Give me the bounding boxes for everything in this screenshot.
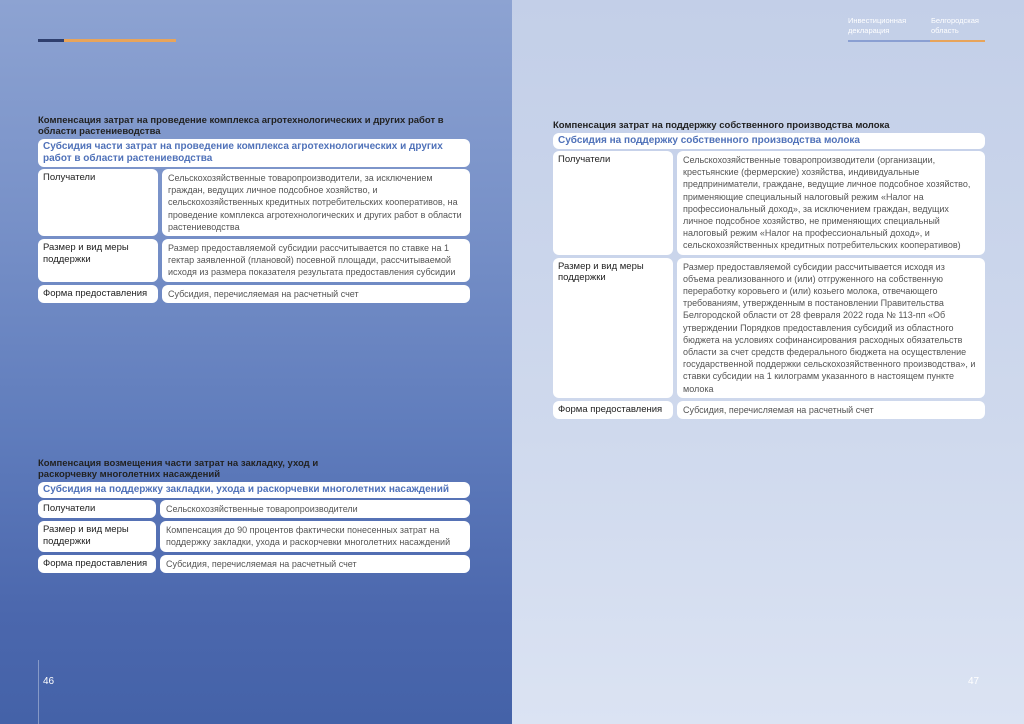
row-label-form: Форма предоставления xyxy=(38,555,156,573)
section-title: Компенсация затрат на поддержку собственного производства молока xyxy=(553,120,890,131)
section-subtitle: Субсидия части затрат на проведение комплекса агротехнологических и других работ в области растениеводства xyxy=(38,139,470,167)
row-label-recipients: Получатели xyxy=(38,500,156,518)
table-row xyxy=(553,258,985,398)
row-label-recipients: Получатели xyxy=(38,169,158,236)
row-value-recipients: Сельскохозяйственные товаропроизводители xyxy=(160,500,470,518)
row-value-support-size: Размер предоставляемой субсидии рассчитывается по ставке на 1 гектар заявленной (плановой) посевной площади, рассчитываемой исходя из размера показателя результата предоставления субсидии xyxy=(162,239,470,282)
table-row xyxy=(38,555,470,573)
table-row xyxy=(38,169,470,236)
page-divider-line xyxy=(38,660,39,724)
section-perennial-plantings xyxy=(38,458,470,576)
section-milk-production xyxy=(553,120,985,422)
section-title: Компенсация затрат на проведение комплекса агротехнологических и других работ в области растениеводства xyxy=(38,115,444,137)
section-title: Компенсация возмещения части затрат на закладку, уход и раскорчевку многолетних насаждений xyxy=(38,458,319,480)
header-bar-orange xyxy=(930,40,985,42)
header-declaration: Инвестиционная декларация xyxy=(848,16,907,35)
header-bar-blue xyxy=(848,40,930,42)
table-row xyxy=(38,285,470,303)
header-region: Белгородская область xyxy=(931,16,979,35)
decor-line-orange xyxy=(64,39,176,42)
decor-line-navy xyxy=(38,39,64,42)
row-value-support-size: Размер предоставляемой субсидии рассчитывается исходя из объема реализованного и (или) отгруженного на собственную переработку коровьего и (или) козьего молока, отвечающего требованиям, утвержденным в постановлении Правительства Белгородской области от 28 февраля 2022 года № 113-пп «Об утверждении Порядков предоставления субсидий из областного бюджета на условиях софинансирования расходных обязательств области за счет средств федерального бюджета на осуществление государственной поддержки сельскохозяйственного производства», и ставки субсидии на 1 килограмм указанного в настоящем пункте молока xyxy=(677,258,985,398)
page-number: 46 xyxy=(43,676,55,687)
row-label-support-size: Размер и вид меры поддержки xyxy=(38,521,156,551)
row-label-form: Форма предоставления xyxy=(553,401,673,419)
table-row xyxy=(553,401,985,419)
table-row xyxy=(38,500,470,518)
table-row xyxy=(38,239,470,282)
section-crop-works xyxy=(38,115,470,306)
row-label-recipients: Получатели xyxy=(553,151,673,255)
table-row xyxy=(38,521,470,551)
row-label-support-size: Размер и вид меры поддержки xyxy=(38,239,158,282)
row-value-recipients: Сельскохозяйственные товаропроизводители, за исключением граждан, ведущих личное подсобное хозяйство, и сельскохозяйственных кредитных потребительских кооперативов, на проведение комплекса агротехнологических и других работ в области растениеводства xyxy=(162,169,470,236)
right-page xyxy=(512,0,1024,724)
row-value-form: Субсидия, перечисляемая на расчетный счет xyxy=(160,555,470,573)
section-subtitle: Субсидия на поддержку собственного производства молока xyxy=(553,133,985,149)
row-label-form: Форма предоставления xyxy=(38,285,158,303)
page-number: 47 xyxy=(968,676,980,687)
row-value-recipients: Сельскохозяйственные товаропроизводители (организации, крестьянские (фермерские) хозяйства, индивидуальные предприниматели, граждане, ведущие личное подсобное хозяйство, применяющие специальный налоговый режим «Налог на профессиональный доход», за исключением граждан, ведущих личное подсобное хозяйство, не применяющих специальный налоговый режим «Налог на профессиональный доход», и сельскохозяйственных кредитных потребительских кооперативов) xyxy=(677,151,985,255)
row-value-support-size: Компенсация до 90 процентов фактически понесенных затрат на поддержку закладки, ухода и раскорчевки многолетних насаждений xyxy=(160,521,470,551)
table-row xyxy=(553,151,985,255)
row-value-form: Субсидия, перечисляемая на расчетный счет xyxy=(677,401,985,419)
row-value-form: Субсидия, перечисляемая на расчетный счет xyxy=(162,285,470,303)
section-subtitle: Субсидия на поддержку закладки, ухода и раскорчевки многолетних насаждений xyxy=(38,482,470,498)
row-label-support-size: Размер и вид меры поддержки xyxy=(553,258,673,398)
